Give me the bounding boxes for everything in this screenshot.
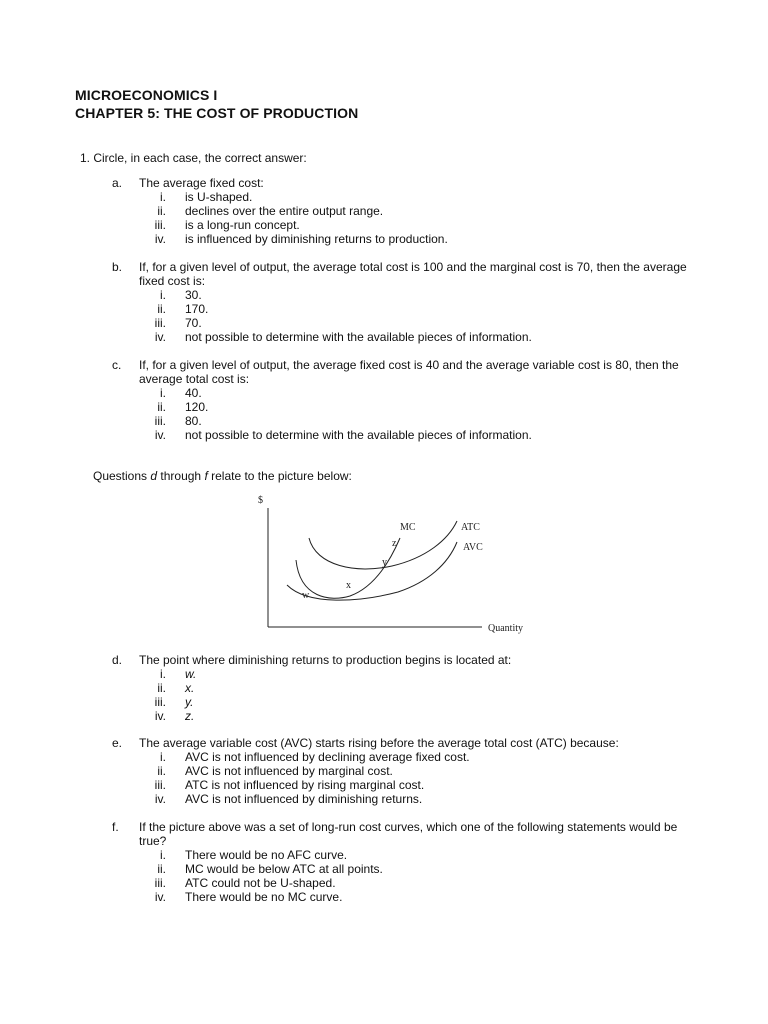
option-text: 40. [185, 386, 202, 400]
item-letter: f. [112, 820, 119, 834]
x-axis-label: Quantity [488, 623, 523, 634]
item-stem: If, for a given level of output, the average fixed cost is 40 and the average variable cost is 80, then the average total cost is: [139, 358, 679, 386]
option-number: iv. [154, 330, 166, 344]
option-row[interactable] [0, 751, 768, 765]
option-number: iii. [154, 695, 166, 709]
item-stem: The average fixed cost: [139, 176, 264, 190]
option-number: iii. [154, 876, 166, 890]
option-text: w. [185, 667, 197, 681]
option-row[interactable] [0, 682, 768, 696]
option-row[interactable] [0, 863, 768, 877]
option-text: ATC is not influenced by rising marginal cost. [185, 778, 425, 792]
question-1-instruction: 1. Circle, in each case, the correct answer: [80, 151, 307, 165]
option-row[interactable] [0, 891, 768, 905]
option-text: AVC is not influenced by marginal cost. [185, 764, 393, 778]
option-number: iv. [154, 232, 166, 246]
mc-label: MC [400, 522, 416, 533]
option-number: iii. [154, 778, 166, 792]
option-row[interactable] [0, 849, 768, 863]
option-text: 30. [185, 288, 202, 302]
intro-to: f [204, 469, 208, 483]
item-letter: e. [112, 736, 123, 750]
option-row[interactable] [0, 668, 768, 682]
option-row[interactable] [0, 793, 768, 807]
option-number: iv. [154, 428, 166, 442]
option-text: ATC could not be U-shaped. [185, 876, 336, 890]
option-text: 120. [185, 400, 209, 414]
option-number: ii. [157, 302, 166, 316]
point-x-label: x [346, 580, 351, 591]
option-text: is U-shaped. [185, 190, 253, 204]
option-row[interactable] [0, 696, 768, 710]
option-text: 70. [185, 316, 202, 330]
option-number: i. [160, 288, 166, 302]
option-number: iii. [154, 218, 166, 232]
option-number: ii. [157, 400, 166, 414]
option-number: i. [160, 190, 166, 204]
option-number: iii. [154, 414, 166, 428]
option-number: i. [160, 750, 166, 764]
intro-from: d [150, 469, 158, 483]
option-text: z. [185, 709, 195, 723]
item-letter: b. [112, 260, 123, 274]
option-number: i. [160, 386, 166, 400]
item-stem: The point where diminishing returns to production begins is located at: [139, 653, 512, 667]
option-text: y. [185, 695, 194, 709]
intro-suffix: relate to the picture below: [207, 469, 352, 483]
item-stem: If, for a given level of output, the average total cost is 100 and the marginal cost is 70, then the average fixed cost is: [139, 260, 687, 288]
option-text: not possible to determine with the available pieces of information. [185, 330, 532, 344]
y-axis-label: $ [258, 495, 263, 506]
atc-label: ATC [461, 522, 480, 533]
option-number: ii. [157, 204, 166, 218]
option-text: There would be no MC curve. [185, 890, 343, 904]
point-z-label: z [392, 538, 397, 549]
option-number: iii. [154, 316, 166, 330]
option-text: x. [185, 681, 195, 695]
point-w-label: w [302, 590, 310, 601]
option-text: AVC is not influenced by diminishing returns. [185, 792, 423, 806]
option-number: ii. [157, 681, 166, 695]
option-row[interactable] [0, 765, 768, 779]
option-text: is a long-run concept. [185, 218, 300, 232]
option-row[interactable] [0, 877, 768, 891]
option-text: 170. [185, 302, 209, 316]
option-row[interactable] [0, 779, 768, 793]
option-text: is influenced by diminishing returns to production. [185, 232, 448, 246]
option-number: iv. [154, 890, 166, 904]
item-letter: c. [112, 358, 122, 372]
point-y-label: y [382, 557, 387, 568]
option-number: ii. [157, 764, 166, 778]
option-text: 80. [185, 414, 202, 428]
option-number: i. [160, 848, 166, 862]
option-text: not possible to determine with the available pieces of information. [185, 428, 532, 442]
intro-middle: through [157, 469, 205, 483]
course-title: MICROECONOMICS I [75, 87, 218, 103]
option-number: iv. [154, 709, 166, 723]
item-stem: The average variable cost (AVC) starts rising before the average total cost (ATC) because: [139, 736, 619, 750]
avc-label: AVC [463, 542, 483, 553]
chapter-title: CHAPTER 5: THE COST OF PRODUCTION [75, 105, 359, 121]
option-text: There would be no AFC curve. [185, 848, 348, 862]
intro-prefix: Questions [93, 469, 151, 483]
option-number: i. [160, 667, 166, 681]
option-text: declines over the entire output range. [185, 204, 384, 218]
option-number: iv. [154, 792, 166, 806]
option-text: MC would be below ATC at all points. [185, 862, 383, 876]
option-row[interactable] [0, 710, 768, 724]
option-number: ii. [157, 862, 166, 876]
option-text: AVC is not influenced by declining average fixed cost. [185, 750, 470, 764]
item-stem: If the picture above was a set of long-run cost curves, which one of the following statements would be true? [139, 820, 678, 848]
item-letter: d. [112, 653, 123, 667]
item-letter: a. [112, 176, 123, 190]
